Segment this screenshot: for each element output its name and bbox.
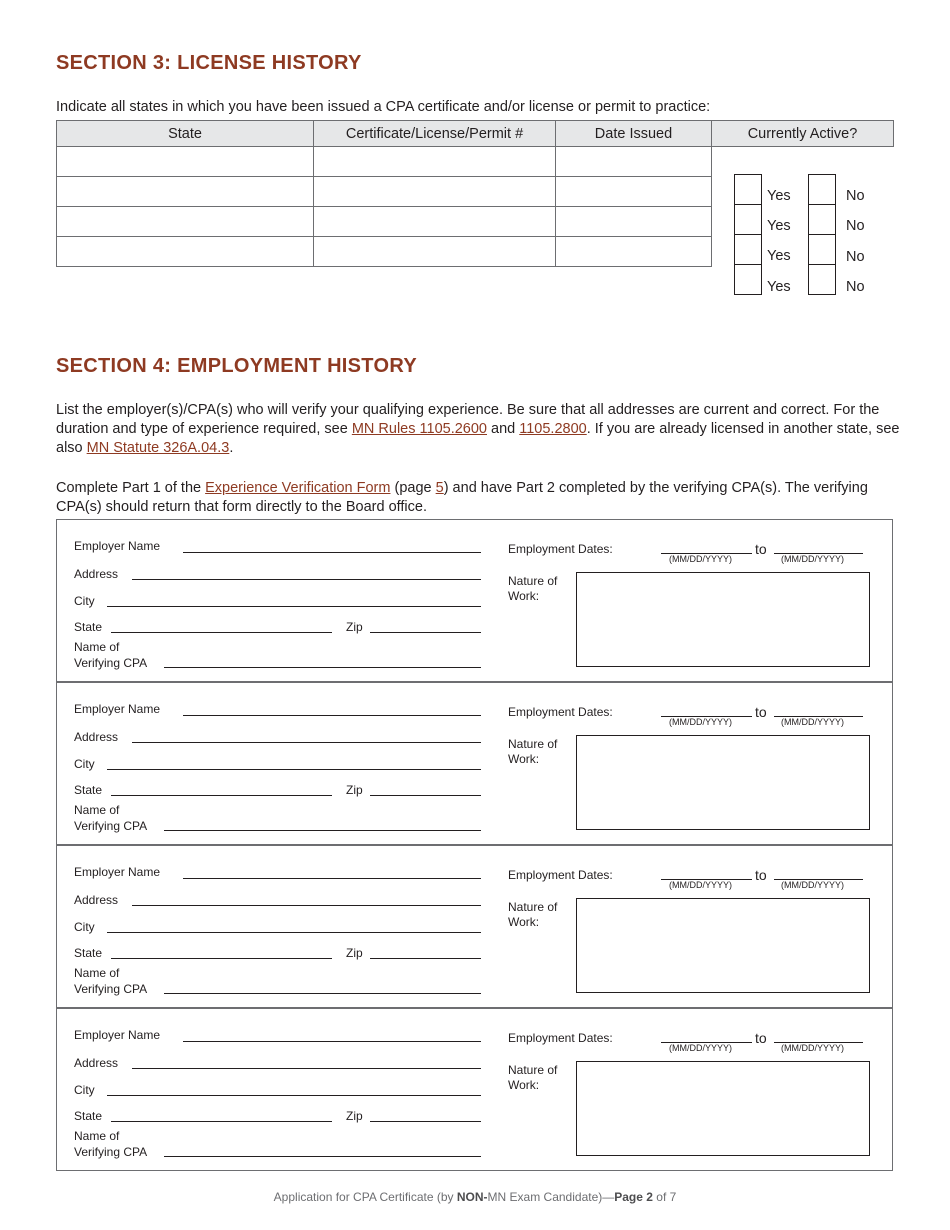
certificate-cell[interactable] (314, 177, 556, 207)
state-label: State (74, 946, 103, 960)
verifying-cpa-label-1: Name of (74, 640, 120, 654)
no-label: No (846, 249, 865, 265)
yes-label: Yes (767, 218, 791, 234)
date-issued-cell[interactable] (556, 177, 712, 207)
nature-of-work-field[interactable] (576, 1061, 870, 1156)
column-header-date-issued: Date Issued (556, 121, 712, 147)
verifying-cpa-field[interactable] (164, 993, 481, 994)
state-cell[interactable] (57, 147, 314, 177)
table-row (57, 147, 894, 177)
to-label: to (755, 1030, 767, 1046)
end-date-format: (MM/DD/YYYY) (781, 1043, 844, 1053)
city-label: City (74, 920, 95, 934)
para-text: Complete Part 1 of the (56, 480, 206, 496)
nature-of-work-label-1: Nature of (508, 1063, 558, 1077)
date-issued-cell[interactable] (556, 147, 712, 177)
table-header-row (57, 121, 894, 147)
employment-entry (56, 519, 893, 682)
nature-of-work-label-1: Nature of (508, 900, 558, 914)
column-header-certificate: Certificate/License/Permit # (314, 121, 556, 147)
footer-page-number: Page 2 (614, 1190, 653, 1204)
no-checkbox[interactable] (808, 174, 836, 205)
employer-name-label: Employer Name (74, 1028, 161, 1042)
no-checkbox[interactable] (808, 204, 836, 235)
column-header-currently-active: Currently Active? (712, 121, 894, 147)
nature-of-work-label-2: Work: (508, 752, 540, 766)
employer-name-label: Employer Name (74, 539, 161, 553)
employer-name-label: Employer Name (74, 702, 161, 716)
mn-rules-link[interactable]: MN Rules 1105.2600 (351, 421, 487, 437)
address-field[interactable] (132, 1068, 481, 1069)
end-date-format: (MM/DD/YYYY) (781, 717, 844, 727)
city-field[interactable] (107, 606, 481, 607)
employment-entry (56, 845, 893, 1008)
nature-of-work-field[interactable] (576, 735, 870, 830)
state-cell[interactable] (57, 207, 314, 237)
address-field[interactable] (132, 579, 481, 580)
zip-label: Zip (346, 783, 363, 797)
nature-of-work-field[interactable] (576, 572, 870, 667)
state-cell[interactable] (57, 177, 314, 207)
footer-text: MN Exam Candidate)— (487, 1190, 615, 1204)
to-label: to (755, 541, 767, 557)
certificate-cell[interactable] (314, 207, 556, 237)
page-5-link[interactable]: 5 (435, 480, 444, 496)
address-label: Address (74, 893, 119, 907)
state-field[interactable] (111, 795, 332, 796)
para-text: (page (390, 480, 436, 496)
state-field[interactable] (111, 1121, 332, 1122)
nature-of-work-label-2: Work: (508, 1078, 540, 1092)
yes-checkbox[interactable] (734, 234, 762, 265)
employer-name-field[interactable] (183, 1041, 481, 1042)
para-text: and (487, 421, 520, 437)
city-label: City (74, 757, 95, 771)
city-field[interactable] (107, 932, 481, 933)
page-footer (0, 1190, 950, 1204)
zip-field[interactable] (370, 632, 481, 633)
footer-non: NON- (456, 1190, 488, 1204)
para-text: . (229, 440, 234, 456)
yes-checkbox[interactable] (734, 174, 762, 205)
date-issued-cell[interactable] (556, 237, 712, 267)
state-field[interactable] (111, 958, 332, 959)
employment-dates-label: Employment Dates: (508, 868, 613, 882)
employment-dates-label: Employment Dates: (508, 1031, 613, 1045)
license-history-table (56, 120, 894, 295)
section-4-paragraph-1 (56, 401, 906, 458)
mn-statute-link[interactable]: MN Statute 326A.04.3 (86, 440, 230, 456)
verifying-cpa-label-2: Verifying CPA (74, 982, 148, 996)
zip-field[interactable] (370, 958, 481, 959)
active-cell-group (712, 147, 894, 295)
nature-of-work-label-2: Work: (508, 589, 540, 603)
address-field[interactable] (132, 742, 481, 743)
start-date-format: (MM/DD/YYYY) (669, 1043, 732, 1053)
start-date-format: (MM/DD/YYYY) (669, 880, 732, 890)
verifying-cpa-label-2: Verifying CPA (74, 819, 148, 833)
para-text: List the employer(s)/CPA(s) who will verify your qualifying experience. Be sure that all addresses are current and correct. For the duration and type of experience required, see (56, 402, 880, 437)
end-date-format: (MM/DD/YYYY) (781, 880, 844, 890)
zip-label: Zip (346, 620, 363, 634)
state-label: State (74, 1109, 103, 1123)
section-4-title: SECTION 4: EMPLOYMENT HISTORY (56, 355, 417, 377)
zip-field[interactable] (370, 1121, 481, 1122)
para-text: . If you are already licensed in another state, see also (56, 421, 900, 456)
section-3-title: SECTION 3: LICENSE HISTORY (56, 52, 362, 74)
address-label: Address (74, 730, 119, 744)
para-text: ) and have Part 2 completed by the verifying CPA(s). The verifying CPA(s) should return that form directly to the Board office. (56, 480, 868, 515)
employment-entry (56, 682, 893, 845)
state-field[interactable] (111, 632, 332, 633)
zip-label: Zip (346, 946, 363, 960)
employer-name-field[interactable] (183, 552, 481, 553)
no-checkbox[interactable] (808, 234, 836, 265)
employment-entry (56, 1008, 893, 1171)
employer-name-field[interactable] (183, 878, 481, 879)
yes-label: Yes (767, 279, 791, 295)
footer-page-total: of 7 (652, 1190, 677, 1204)
end-date-format: (MM/DD/YYYY) (781, 554, 844, 564)
address-field[interactable] (132, 905, 481, 906)
footer-text: Application for CPA Certificate (by (273, 1190, 457, 1204)
yes-label: Yes (767, 188, 791, 204)
date-issued-cell[interactable] (556, 207, 712, 237)
state-label: State (74, 620, 103, 634)
state-label: State (74, 783, 103, 797)
verifying-cpa-label-2: Verifying CPA (74, 1145, 148, 1159)
start-date-format: (MM/DD/YYYY) (669, 717, 732, 727)
section-3-instruction: Indicate all states in which you have been issued a CPA certificate and/or license or permit to practice: (56, 99, 711, 115)
city-label: City (74, 1083, 95, 1097)
verifying-cpa-label-1: Name of (74, 1129, 120, 1143)
nature-of-work-label-1: Nature of (508, 574, 558, 588)
no-checkbox[interactable] (808, 264, 836, 295)
column-header-state: State (57, 121, 314, 147)
yes-checkbox[interactable] (734, 264, 762, 295)
verifying-cpa-field[interactable] (164, 1156, 481, 1157)
zip-field[interactable] (370, 795, 481, 796)
no-label: No (846, 218, 865, 234)
to-label: to (755, 704, 767, 720)
city-label: City (74, 594, 95, 608)
to-label: to (755, 867, 767, 883)
address-label: Address (74, 567, 119, 581)
yes-label: Yes (767, 248, 791, 264)
city-field[interactable] (107, 1095, 481, 1096)
employment-dates-label: Employment Dates: (508, 705, 613, 719)
zip-label: Zip (346, 1109, 363, 1123)
state-cell[interactable] (57, 237, 314, 267)
certificate-cell[interactable] (314, 237, 556, 267)
verifying-cpa-field[interactable] (164, 667, 481, 668)
start-date-format: (MM/DD/YYYY) (669, 554, 732, 564)
no-label: No (846, 188, 865, 204)
verifying-cpa-field[interactable] (164, 830, 481, 831)
verifying-cpa-label-2: Verifying CPA (74, 656, 148, 670)
rules-2800-link[interactable]: 1105.2800 (519, 421, 587, 437)
nature-of-work-label-1: Nature of (508, 737, 558, 751)
address-label: Address (74, 1056, 119, 1070)
verifying-cpa-label-1: Name of (74, 966, 120, 980)
city-field[interactable] (107, 769, 481, 770)
no-label: No (846, 279, 865, 295)
employer-name-field[interactable] (183, 715, 481, 716)
section-4-paragraph-2 (56, 479, 906, 517)
verifying-cpa-label-1: Name of (74, 803, 120, 817)
nature-of-work-field[interactable] (576, 898, 870, 993)
yes-checkbox[interactable] (734, 204, 762, 235)
employment-dates-label: Employment Dates: (508, 542, 613, 556)
nature-of-work-label-2: Work: (508, 915, 540, 929)
certificate-cell[interactable] (314, 147, 556, 177)
experience-form-link[interactable]: Experience Verification Form (205, 480, 391, 496)
employer-name-label: Employer Name (74, 865, 161, 879)
